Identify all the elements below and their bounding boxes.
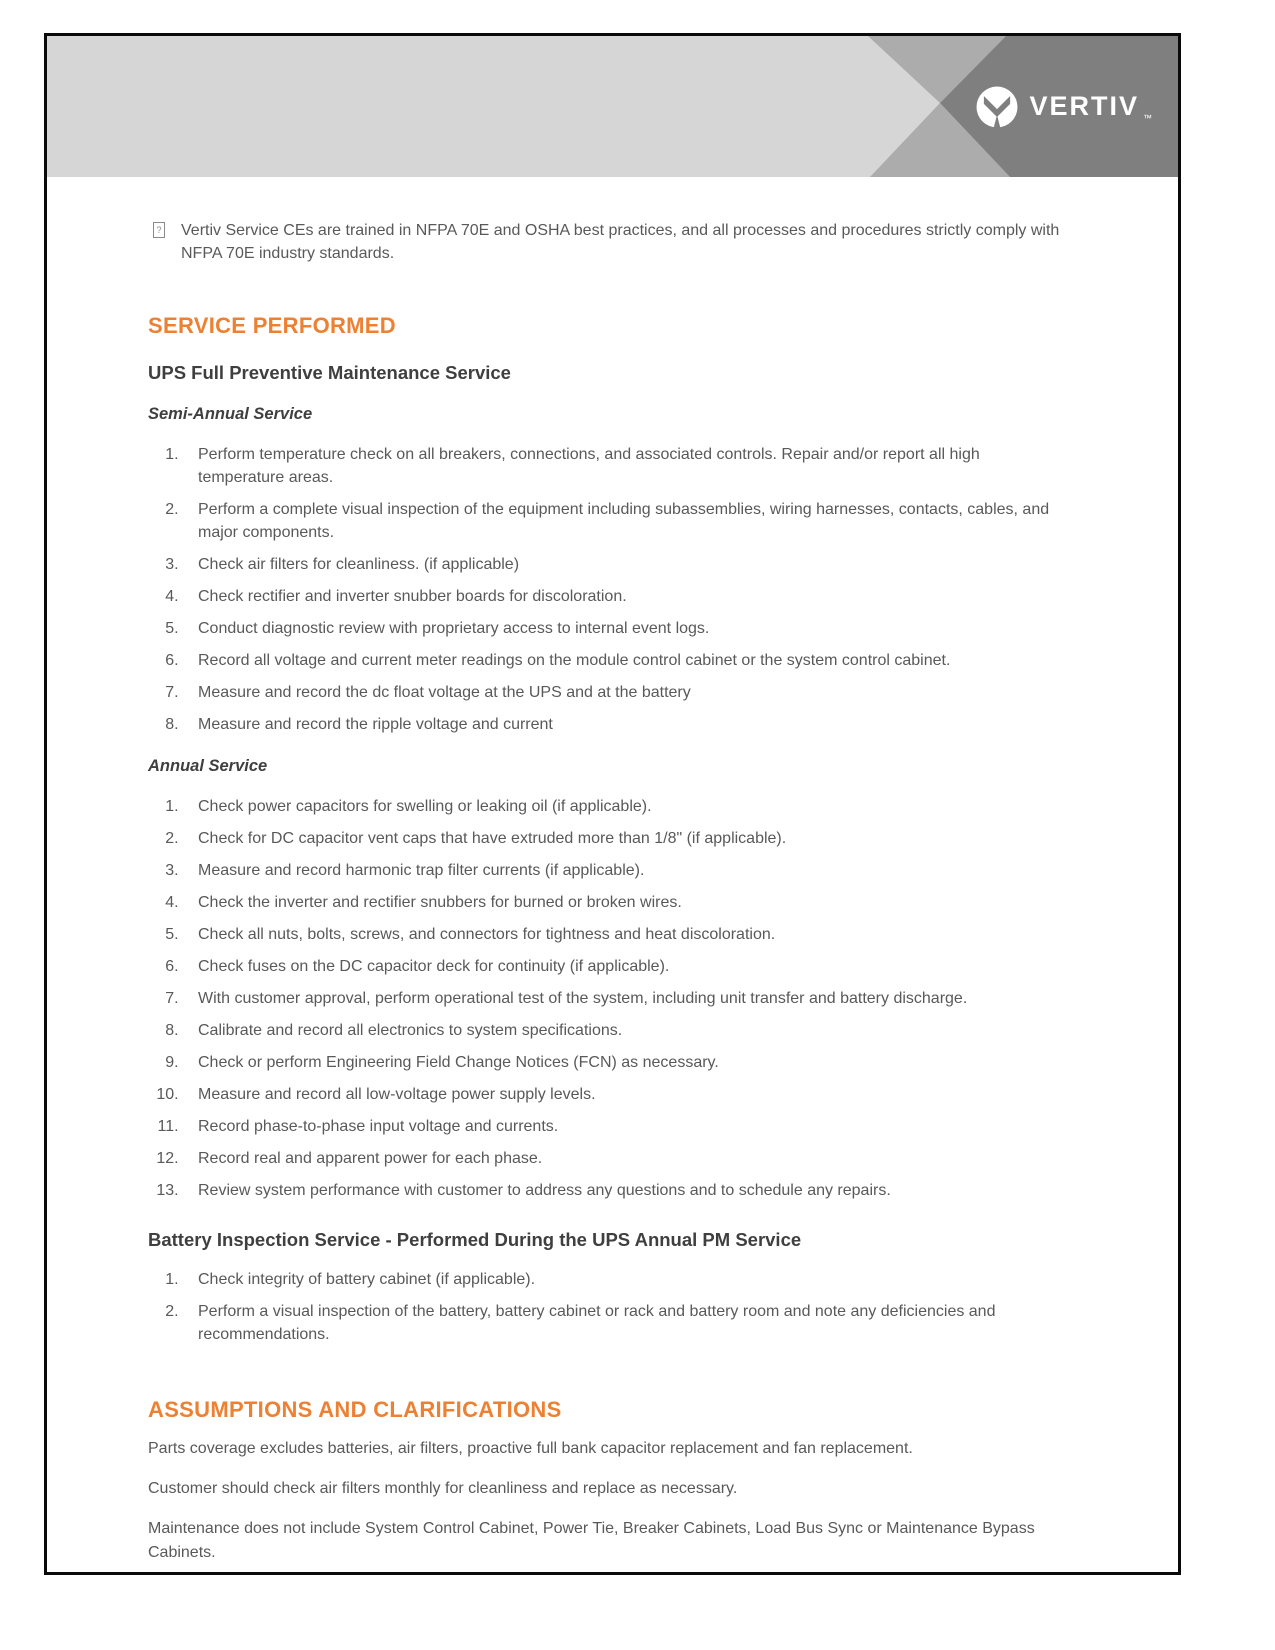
trademark-symbol: ™ [1143,112,1152,123]
vertiv-logo [976,86,1152,128]
subsection-title-ups-pm-service: UPS Full Preventive Maintenance Service [148,362,511,383]
subsection-title-battery-inspection: Battery Inspection Service - Performed During the UPS Annual PM Service [148,1229,802,1250]
list-item: 7. Measure and record the dc float voltage at the UPS and at the battery [183,681,1066,704]
section-title-service-performed: SERVICE PERFORMED [148,313,396,338]
brand-name: VERTIV [1029,91,1139,121]
list-item: 7. With customer approval, perform operational test of the system, including unit transfer and battery discharge. [183,987,1066,1010]
paragraph: Customer should check air filters monthly for cleanliness and replace as necessary. [148,1480,738,1497]
list-item: 4. Check rectifier and inverter snubber boards for discoloration. [183,585,1066,608]
list-item: 1. Check power capacitors for swelling or leaking oil (if applicable). [183,795,1066,818]
compliance-note-text: Vertiv Service CEs are trained in NFPA 70E and OSHA best practices, and all processes and procedures strictly comply with NFPA 70E industry standards. [181,222,1060,262]
document-page [44,33,1181,1575]
list-item: 9. Check or perform Engineering Field Change Notices (FCN) as necessary. [183,1051,1066,1074]
subsection-title-annual: Annual Service [148,757,268,775]
annual-service-list [148,795,1066,1202]
list-item: 1. Perform temperature check on all breakers, connections, and associated controls. Repair and/or report all high temperature areas. [183,443,1066,489]
list-item: 2. Check for DC capacitor vent caps that have extruded more than 1/8" (if applicable). [183,827,1066,850]
list-item: 4. Check the inverter and rectifier snubbers for burned or broken wires. [183,891,1066,914]
list-item: 3. Measure and record harmonic trap filter currents (if applicable). [183,859,1066,882]
list-item: 2. Perform a complete visual inspection of the equipment including subassemblies, wiring harnesses, contacts, cables, and major components. [183,498,1066,544]
compliance-note [148,219,1066,265]
list-item: 2. Perform a visual inspection of the battery, battery cabinet or rack and battery room and note any deficiencies and recommendations. [183,1300,1066,1346]
list-item: 1. Check integrity of battery cabinet (if applicable). [183,1268,1066,1291]
page-header-banner [47,36,1178,177]
list-item: 6. Record all voltage and current meter readings on the module control cabinet or the system control cabinet. [183,649,1066,672]
section-title-assumptions: ASSUMPTIONS AND CLARIFICATIONS [148,1397,562,1422]
list-item: 11. Record phase-to-phase input voltage and currents. [183,1115,1066,1138]
list-item: 5. Check all nuts, bolts, screws, and connectors for tightness and heat discoloration. [183,923,1066,946]
paragraph: Maintenance does not include System Control Cabinet, Power Tie, Breaker Cabinets, Load Bus Sync or Maintenance Bypass Cabinets. [148,1520,1035,1561]
document-body [47,219,1178,1565]
list-item: 13. Review system performance with customer to address any questions and to schedule any repairs. [183,1179,1066,1202]
list-item: 8. Calibrate and record all electronics to system specifications. [183,1019,1066,1042]
list-item: 3. Check air filters for cleanliness. (if applicable) [183,553,1066,576]
list-item: 6. Check fuses on the DC capacitor deck for continuity (if applicable). [183,955,1066,978]
list-item: 5. Conduct diagnostic review with proprietary access to internal event logs. [183,617,1066,640]
list-item: 8. Measure and record the ripple voltage and current [183,713,1066,736]
paragraph: Parts coverage excludes batteries, air filters, proactive full bank capacitor replacement and fan replacement. [148,1440,913,1457]
subsection-title-semi-annual: Semi-Annual Service [148,405,313,423]
vertiv-logo-icon [976,86,1018,128]
semi-annual-service-list [148,443,1066,736]
list-item: 12. Record real and apparent power for each phase. [183,1147,1066,1170]
battery-inspection-list [148,1268,1066,1346]
list-item: 10. Measure and record all low-voltage power supply levels. [183,1083,1066,1106]
assumptions-paragraphs [148,1437,1066,1565]
missing-glyph-icon: ? [153,222,165,238]
